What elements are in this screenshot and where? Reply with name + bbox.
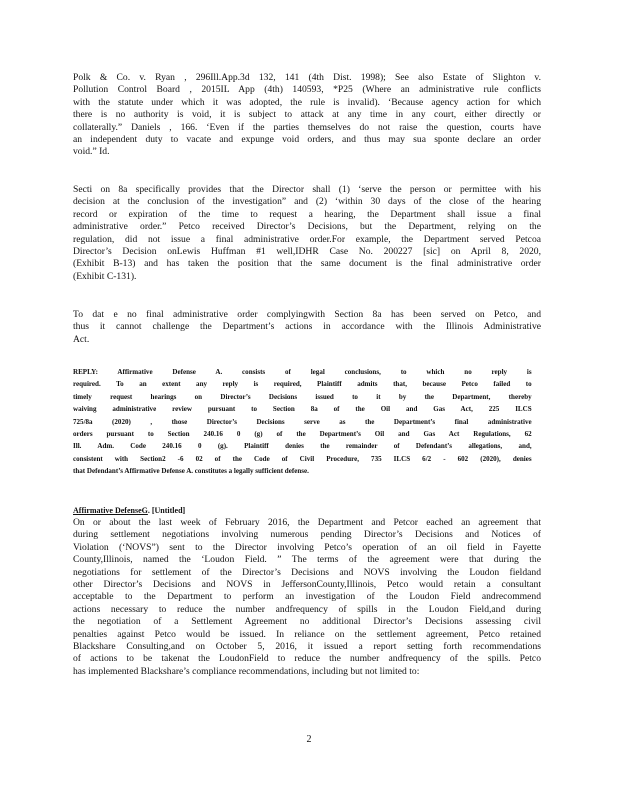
- text-line: void.” Id.: [73, 146, 110, 158]
- text-line: during settlement negotiations involving numerous pending Director’s Decisions and Notices of: [73, 529, 541, 541]
- page-number: 2: [306, 734, 312, 745]
- text-line: an independent duty to vacate and expunge void orders, and thus may sua sponte declare an order: [73, 134, 541, 146]
- text-line: thus it cannot challenge the Department’s actions in accordance with the Illinois Administrative: [73, 321, 541, 333]
- text-line: waiving administrative review pursuant to Section 8a of the Oil and Gas Act, 225 ILCS: [73, 405, 532, 414]
- text-line: regulation, did not issue a final administrative order.For example, the Department served Petcoa: [73, 233, 541, 245]
- heading-underlined: Affirmative DefenseG: [73, 506, 148, 515]
- text-line: Polk & Co. v. Ryan , 296Ill.App.3d 132, 141 (4th Dist. 1998); See also Estate of Slighton v.: [73, 72, 541, 83]
- text-line: of actions to be takenat the LoudonField to reduce the number andfrequency of the spills. Petco: [73, 653, 541, 665]
- text-line: Ill. Adm. Code 240.16 0 (g). Plaintiff denies the remainder of Defendant’s allegations, and,: [73, 442, 532, 451]
- text-line: Blackshare Consulting,and on October 5, 2016, it issued a report setting forth recommendations: [73, 641, 541, 653]
- text-line: Act.: [73, 333, 90, 345]
- text-line: administrative order.” Petco received Director’s Decisions, but the Department, relying on the: [73, 221, 541, 233]
- text-line: record or expiration of the time to request a hearing, the Department shall issue a final: [73, 208, 541, 220]
- text-line: negotiations for settlement of the Director’s Decisions and NOVS involving the Loudon fieldand: [73, 566, 541, 578]
- text-line: that Defendant’s Affirmative Defense A. constitutes a legally sufficient defense.: [73, 467, 309, 476]
- text-line: acceptable to the Department to perform an investigation of the Loudon Field andrecommend: [73, 591, 541, 603]
- section-heading: [73, 506, 185, 515]
- text-line: collaterally.” Daniels , 166. ‘Even if the parties themselves do not raise the question, courts have: [73, 121, 541, 133]
- text-line: Violation (‘NOVS”) sent to the Director involving Petco’s operation of an oil field in Fayette: [73, 541, 541, 553]
- paragraph-settlement-agreement: [73, 517, 541, 678]
- text-line: REPLY: Affirmative Defense A. consists of legal conclusions, to which no reply is: [73, 368, 532, 376]
- text-line: required. To an extent any reply is required, Plaintiff admits that, because Petco failed to: [73, 380, 532, 389]
- text-line: (Exhibit B-13) and has taken the position that the same document is the final administrative order: [73, 258, 541, 270]
- text-line: Secti on 8a specifically provides that the Director shall (1) ‘serve the person or permittee with his: [73, 184, 541, 195]
- text-line: penalties against Petco would be issued. In reliance on the settlement agreement, Petco retained: [73, 628, 541, 640]
- text-line: decision at the conclusion of the investigation” and (2) ‘within 30 days of the close of the hearing: [73, 196, 541, 208]
- text-line: has implemented Blackshare’s compliance recommendations, including but not limited to:: [73, 665, 420, 677]
- text-line: 725/8a (2020) , those Director’s Decisions serve as the Department’s final administrative: [73, 417, 532, 426]
- text-line: County,Illinois, named the ‘Loudon Field. ” The terms of the agreement were that during the: [73, 554, 541, 566]
- text-line: orders pursuant to Section 240.16 0 (g) of the Department’s Oil and Gas Act Regulations, 62: [73, 430, 532, 439]
- text-line: Director’s Decision onLewis Huffman #1 well,IDHR Case No. 200227 [sic] on April 8, 2020,: [73, 246, 541, 258]
- text-line: Pollution Control Board , 2015IL App (4th) 140593, *P25 (Where an administrative rule conflicts: [73, 84, 541, 96]
- text-line: On or about the last week of February 2016, the Department and Petcor eached an agreement that: [73, 517, 541, 528]
- text-line: To dat e no final administrative order complyingwith Section 8a has been served on Petco, and: [73, 309, 541, 320]
- text-line: with the statute under which it was adopted, the rule is invalid). ‘Because agency action for which: [73, 96, 541, 108]
- text-line: (Exhibit C-131).: [73, 270, 137, 282]
- heading-suffix: . [Untitled]: [147, 506, 186, 515]
- text-line: timely request hearings on Director’s Decisions issued to it by the Department, thereby: [73, 392, 532, 401]
- text-line: the negotiation of a Settlement Agreement no additional Director’s Decisions assessing civil: [73, 616, 541, 628]
- text-line: other Director’s Decisions and NOVS in JeffersonCounty,Illinois, Petco would retain a consultant: [73, 579, 541, 591]
- text-line: there is no authority is void, it is subject to attack at any time in any court, either directly or: [73, 109, 541, 121]
- paragraph-section-8a: [73, 184, 541, 283]
- text-line: actions necessary to reduce the number andfrequency of spills in the Loudon Field,and during: [73, 603, 541, 615]
- reply-block: [73, 366, 532, 478]
- paragraph-no-final-order: [73, 309, 541, 346]
- text-line: consistent with Section2 -6 02 of the Code of Civil Procedure, 735 ILCS 6/2 - 602 (2020), denies: [73, 454, 532, 463]
- paragraph-case-citations: [73, 72, 541, 159]
